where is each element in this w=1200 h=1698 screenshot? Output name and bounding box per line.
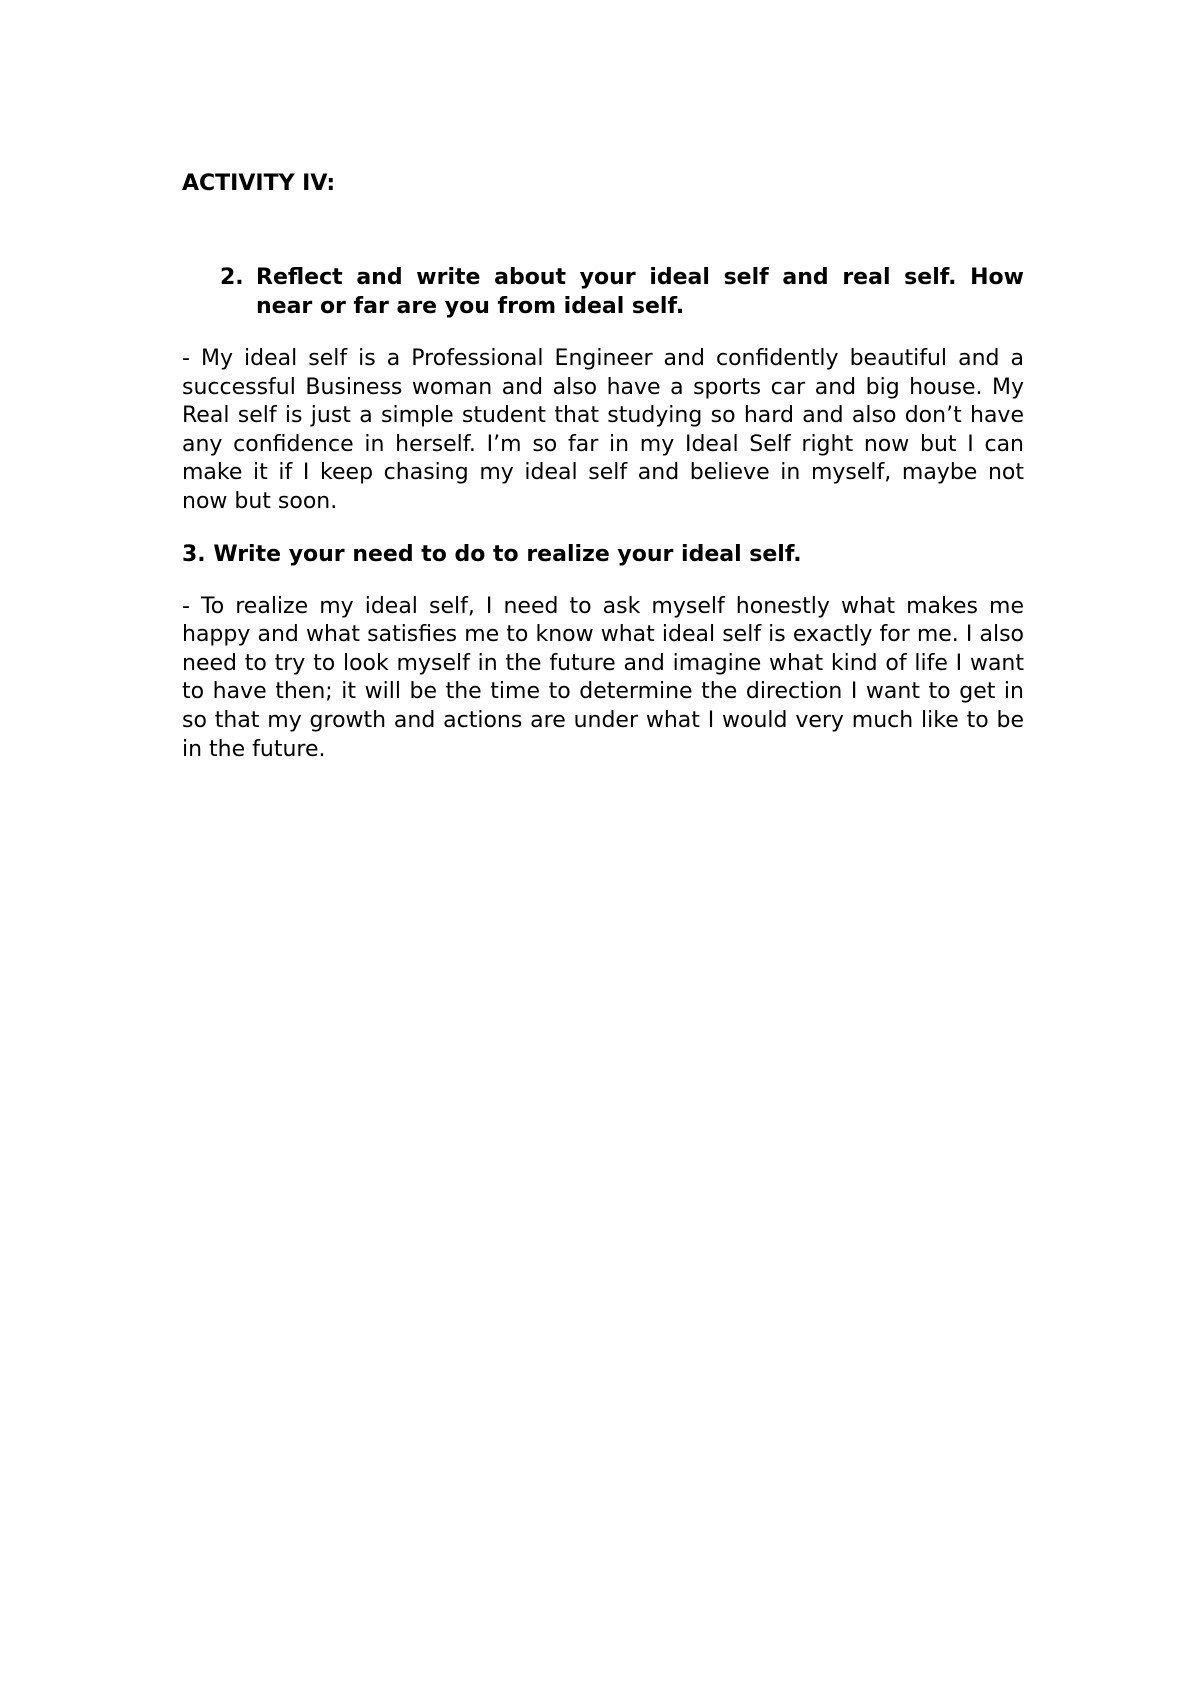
question-2-text: Reflect and write about your ideal self and real self. How near or far are you from ideal self. (256, 265, 1024, 319)
answer-2: - My ideal self is a Professional Engineer and confidently beautiful and a successful Business woman and also have a sports car and big house. My Real self is just a simple student that studying so hard and also don’t have any confidence in herself. I’m so far in my Ideal Self right now but I can make it if I keep chasing my ideal self and believe in myself, maybe not now but soon. (182, 346, 1024, 514)
question-2-number-cell (182, 264, 256, 321)
question-2 (182, 264, 1024, 321)
question-2-number: 2. (220, 265, 244, 290)
question-3: 3. Write your need to do to realize your ideal self. (182, 541, 802, 567)
document-body (182, 170, 1024, 764)
answer-3: - To realize my ideal self, I need to ask myself honestly what makes me happy and what satisfies me to know what ideal self is exactly for me. I also need to try to look myself in the future and imagine what kind of life I want to have then; it will be the time to determine the direction I want to get in so that my growth and actions are under what I would very much like to be in the future. (182, 593, 1024, 762)
activity-title: ACTIVITY IV: (182, 171, 336, 196)
